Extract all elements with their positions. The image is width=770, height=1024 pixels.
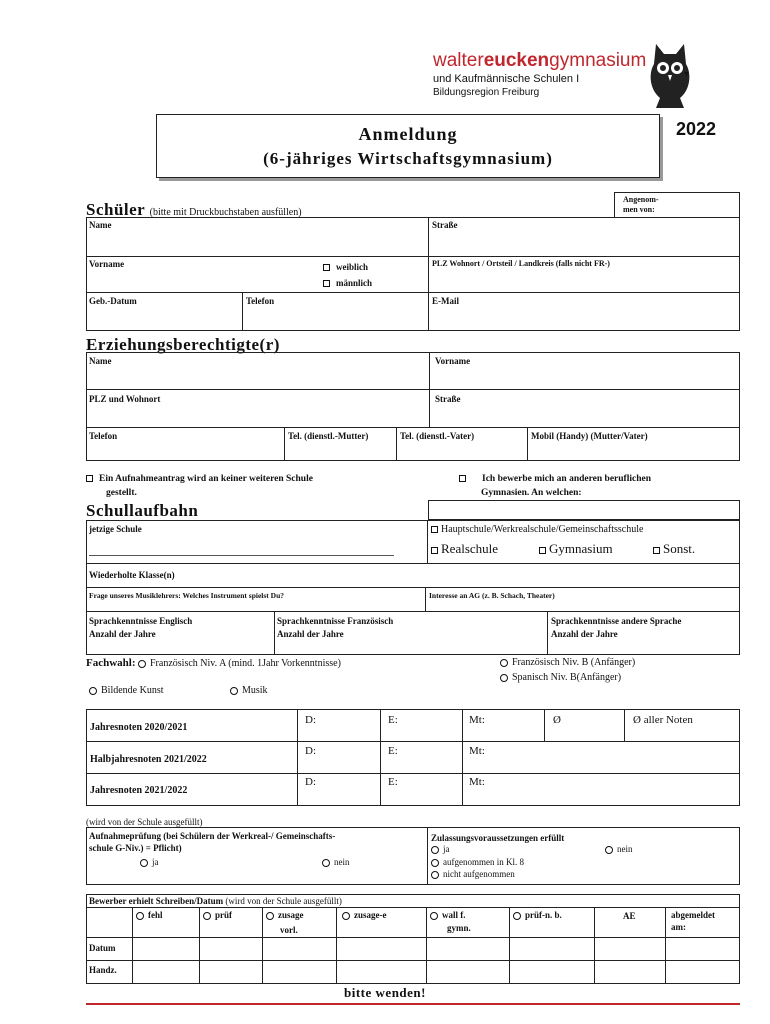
grades-row-3-e[interactable]: E: xyxy=(388,776,398,788)
title-line-2: (6-jähriges Wirtschaftsgymnasium) xyxy=(263,149,553,168)
not-admitted-option[interactable] xyxy=(431,869,515,879)
current-school-underline xyxy=(89,555,394,556)
not-admitted-radio[interactable] xyxy=(431,871,439,879)
title-year: 2022 xyxy=(676,119,717,139)
req-nein-label: nein xyxy=(617,844,633,854)
fachwahl-label: Fachwahl: xyxy=(86,657,136,669)
gender-female-option[interactable] xyxy=(323,262,368,272)
real-label: Realschule xyxy=(441,541,499,556)
english-years: Anzahl der Jahre xyxy=(89,629,156,639)
logo-part-gymnasium: gymnasium xyxy=(549,50,647,71)
accepted-by-label: Angenom- men von: xyxy=(623,195,659,214)
kunst-radio[interactable] xyxy=(89,687,97,695)
spanish-b-option[interactable] xyxy=(500,672,621,683)
pruef-radio[interactable] xyxy=(203,912,211,920)
french-b-label: Französisch Niv. B (Anfänger) xyxy=(512,657,636,668)
schueler-table xyxy=(86,217,740,331)
kunst-option[interactable] xyxy=(89,685,164,696)
title-box xyxy=(156,114,660,178)
grades-row-3-d[interactable]: D: xyxy=(305,776,316,788)
row-datum: Datum xyxy=(89,943,116,953)
exam-ja-option[interactable] xyxy=(140,857,159,867)
schueler-strasse-field[interactable]: Straße xyxy=(432,220,458,230)
erz-strasse-field[interactable]: Straße xyxy=(435,394,461,404)
exam-ja-label: ja xyxy=(152,857,159,867)
french-b-radio[interactable] xyxy=(500,659,508,667)
exam-nein-radio[interactable] xyxy=(322,859,330,867)
no-other-school-checkbox[interactable] xyxy=(86,475,93,482)
footer-line xyxy=(86,1003,740,1005)
french-b-option[interactable] xyxy=(500,657,635,668)
col-zusage-e-label: zusage-e xyxy=(354,910,387,920)
accepted-by-box[interactable] xyxy=(614,192,740,217)
no-other-school-label-2: gestellt. xyxy=(106,488,137,498)
applicant-letter-heading-text: Bewerber erhielt Schreiben/Datum xyxy=(89,896,224,906)
other-schools-checkbox[interactable] xyxy=(459,475,466,482)
logo-subtitle-1: und Kaufmännische Schulen I xyxy=(433,73,580,85)
grades-row-2-label: Halbjahresnoten 2021/2022 xyxy=(90,754,207,765)
other-language-field[interactable]: Sprachkenntnisse andere Sprache xyxy=(551,616,682,626)
fachwahl-row-1 xyxy=(86,657,341,669)
male-label: männlich xyxy=(336,278,373,288)
spanish-b-radio[interactable] xyxy=(500,674,508,682)
schueler-hint: (bitte mit Druckbuchstaben ausfüllen) xyxy=(149,207,302,218)
col-pruef-nb[interactable] xyxy=(513,910,562,920)
exam-nein-label: nein xyxy=(334,857,350,867)
req-ja-label: ja xyxy=(443,844,450,854)
title-line-1: Anmeldung xyxy=(358,124,458,144)
grades-row-1-e[interactable]: E: xyxy=(388,714,398,726)
school-section-table xyxy=(86,827,740,885)
exam-ja-radio[interactable] xyxy=(140,859,148,867)
erz-name-field[interactable]: Name xyxy=(89,356,112,366)
col-pruef-label: prüf xyxy=(215,910,233,920)
zusage-e-radio[interactable] xyxy=(342,912,350,920)
other-schools-label: Ich bewerbe mich an anderen beruflichen xyxy=(482,474,651,484)
col-abgemeldet: abgemeldet xyxy=(671,910,715,920)
col-zusage-sub: vorl. xyxy=(280,925,298,935)
grades-row-2-d[interactable]: D: xyxy=(305,745,316,757)
haupt-option[interactable] xyxy=(431,524,643,535)
exam-nein-option[interactable] xyxy=(322,857,350,867)
erz-vorname-field[interactable]: Vorname xyxy=(435,356,471,366)
musik-radio[interactable] xyxy=(230,687,238,695)
applicant-letter-heading-note: (wird von der Schule ausgefüllt) xyxy=(225,896,342,906)
other-language-years: Anzahl der Jahre xyxy=(551,629,618,639)
gym-option[interactable] xyxy=(539,541,613,557)
french-a-radio[interactable] xyxy=(138,660,146,668)
col-zusage-label: zusage xyxy=(278,910,304,920)
musik-label: Musik xyxy=(242,685,268,696)
col-fehl[interactable] xyxy=(136,910,163,920)
no-other-school-option[interactable] xyxy=(86,474,313,484)
schueler-telefon-field[interactable]: Telefon xyxy=(246,296,275,306)
applicant-letter-heading xyxy=(89,896,342,906)
req-nein-radio[interactable] xyxy=(605,846,613,854)
col-abgemeldet-sub: am: xyxy=(671,922,686,932)
row-handz: Handz. xyxy=(89,965,117,975)
admitted-label: aufgenommen in Kl. 8 xyxy=(443,857,524,867)
pruef-nb-radio[interactable] xyxy=(513,912,521,920)
applicant-letter-table xyxy=(86,894,740,984)
grades-row-2-m[interactable]: Mt: xyxy=(469,745,485,757)
kunst-label: Bildende Kunst xyxy=(101,685,164,696)
admitted-option[interactable] xyxy=(431,857,524,867)
entrance-exam-label: Aufnahmeprüfung (bei Schülern der Werkreal-/ Gemeinschafts- xyxy=(89,831,336,841)
real-checkbox[interactable] xyxy=(431,547,438,554)
english-field[interactable]: Sprachkenntnisse Englisch xyxy=(89,616,193,626)
erz-tel-vater-field[interactable]: Tel. (dienstl.-Vater) xyxy=(400,431,475,441)
col-wall-label: wall f. xyxy=(442,910,466,920)
entrance-exam-label-2: schule G-Niv.) = Pflicht) xyxy=(89,843,182,853)
grades-row-1-all[interactable]: Ø aller Noten xyxy=(633,714,693,726)
gym-checkbox[interactable] xyxy=(539,547,546,554)
school-logo-text xyxy=(433,50,646,72)
logo-mark-arrow: ▼ xyxy=(683,70,690,78)
sonst-option[interactable] xyxy=(653,541,695,557)
requirements-label: Zulassungsvoraussetzungen erfüllt xyxy=(431,833,565,843)
logo-part-eucken: eucken xyxy=(483,50,550,71)
col-pruef[interactable] xyxy=(203,910,232,920)
french-field[interactable]: Sprachkenntnisse Französisch xyxy=(277,616,394,626)
haupt-checkbox[interactable] xyxy=(431,526,438,533)
req-ja-option[interactable] xyxy=(431,844,450,854)
grades-row-3-m[interactable]: Mt: xyxy=(469,776,485,788)
grades-row-1-label: Jahresnoten 2020/2021 xyxy=(90,722,188,733)
male-checkbox[interactable] xyxy=(323,280,330,287)
zusage-radio[interactable] xyxy=(266,912,274,920)
grades-table xyxy=(86,709,740,806)
grades-row-1-avg[interactable]: Ø xyxy=(553,714,561,726)
erz-telefon-field[interactable]: Telefon xyxy=(89,431,118,441)
repeated-class-field[interactable]: Wiederholte Klasse(n) xyxy=(89,570,175,580)
current-school-field[interactable]: jetzige Schule xyxy=(89,524,142,534)
not-admitted-label: nicht aufgenommen xyxy=(443,869,515,879)
erz-plz-field[interactable]: PLZ und Wohnort xyxy=(89,394,161,404)
french-a-label: Französisch Niv. A (mind. 1Jahr Vorkenntnisse) xyxy=(150,658,341,669)
no-other-school-label: Ein Aufnahmeantrag wird an keiner weiteren Schule xyxy=(99,474,313,484)
french-years: Anzahl der Jahre xyxy=(277,629,344,639)
schueler-geb-field[interactable]: Geb.-Datum xyxy=(89,296,137,306)
instrument-field[interactable]: Frage unseres Musiklehrers: Welches Instrument spielst Du? xyxy=(89,591,284,600)
gym-label: Gymnasium xyxy=(549,541,613,556)
school-fill-note: (wird von der Schule ausgefüllt) xyxy=(86,817,203,827)
col-wall[interactable] xyxy=(430,910,466,920)
logo-subtitle-2: Bildungsregion Freiburg xyxy=(433,87,540,98)
wall-radio[interactable] xyxy=(430,912,438,920)
schueler-email-field[interactable]: E-Mail xyxy=(432,296,459,306)
other-schools-label-2: Gymnasien. An welchen: xyxy=(481,488,582,498)
fehl-radio[interactable] xyxy=(136,912,144,920)
schueler-vorname-field[interactable]: Vorname xyxy=(89,259,125,269)
erz-mobil-field[interactable]: Mobil (Handy) (Mutter/Vater) xyxy=(531,431,648,441)
haupt-label: Hauptschule/Werkrealschule/Gemeinschaftsschule xyxy=(441,524,644,535)
sonst-checkbox[interactable] xyxy=(653,547,660,554)
schueler-plz-field[interactable]: PLZ Wohnort / Ortsteil / Landkreis (falls nicht FR-) xyxy=(432,259,610,268)
female-checkbox[interactable] xyxy=(323,264,330,271)
other-schools-option[interactable] xyxy=(459,474,651,484)
col-pruef-nb-label: prüf-n. b. xyxy=(525,910,562,920)
other-schools-input[interactable] xyxy=(428,500,740,520)
grades-row-1-m[interactable]: Mt: xyxy=(469,714,485,726)
spanish-b-label: Spanisch Niv. B(Anfänger) xyxy=(512,672,622,683)
musik-option[interactable] xyxy=(230,685,268,696)
schul-table xyxy=(86,520,740,655)
erz-heading: Erziehungsberechtigte(r) xyxy=(86,335,280,354)
real-option[interactable] xyxy=(431,541,498,557)
col-wall-sub: gymn. xyxy=(447,923,471,933)
req-ja-radio[interactable] xyxy=(431,846,439,854)
schul-heading: Schullaufbahn xyxy=(86,501,199,520)
erz-table xyxy=(86,352,740,461)
sonst-label: Sonst. xyxy=(663,541,696,556)
col-zusage[interactable] xyxy=(266,910,304,920)
schueler-heading-text: Schüler xyxy=(86,200,145,219)
erz-tel-mutter-field[interactable]: Tel. (dienstl.-Mutter) xyxy=(288,431,369,441)
col-fehl-label: fehl xyxy=(148,910,163,920)
col-ae: AE xyxy=(623,911,636,921)
col-zusage-e[interactable] xyxy=(342,910,387,920)
grades-row-3-label: Jahresnoten 2021/2022 xyxy=(90,785,188,796)
grades-row-1-d[interactable]: D: xyxy=(305,714,316,726)
ag-interest-field[interactable]: Interesse an AG (z. B. Schach, Theater) xyxy=(429,591,555,600)
footer-text: bitte wenden! xyxy=(344,985,426,1000)
grades-row-2-e[interactable]: E: xyxy=(388,745,398,757)
admitted-radio[interactable] xyxy=(431,859,439,867)
schueler-name-field[interactable]: Name xyxy=(89,220,112,230)
gender-male-option[interactable] xyxy=(323,278,372,288)
female-label: weiblich xyxy=(336,262,369,272)
req-nein-option[interactable] xyxy=(605,844,633,854)
logo-part-walter: walter xyxy=(433,50,484,71)
